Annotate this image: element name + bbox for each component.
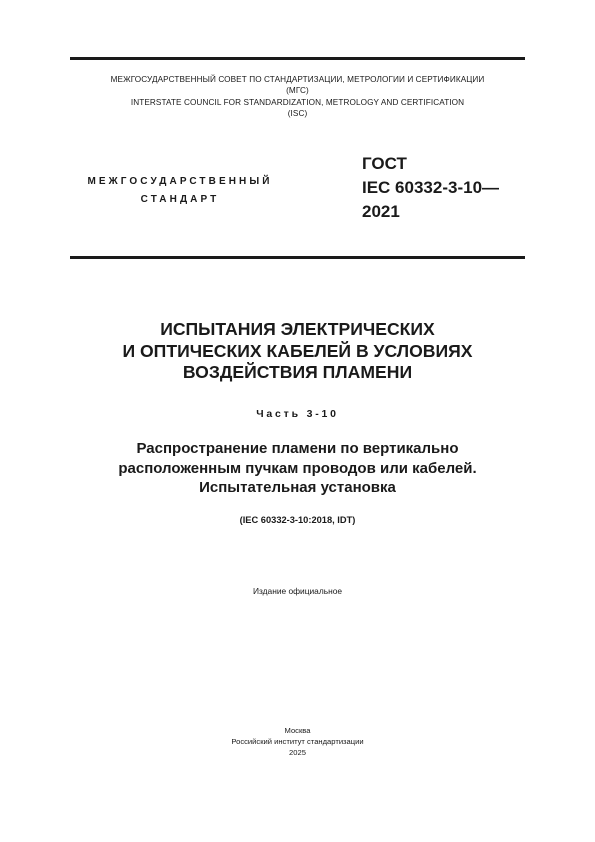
- imprint-city: Москва: [284, 726, 311, 735]
- title-line: ВОЗДЕЙСТВИЯ ПЛАМЕНИ: [182, 362, 413, 382]
- standard-type-line1: МЕЖГОСУДАРСТВЕННЫЙ: [87, 176, 273, 187]
- document-title: [40, 319, 555, 384]
- document-subtitle: [40, 439, 555, 498]
- standard-type: [60, 173, 300, 209]
- council-name-en: INTERSTATE COUNCIL FOR STANDARDIZATION, METROLOGY AND CERTIFICATION: [130, 97, 465, 107]
- title-line: И ОПТИЧЕСКИХ КАБЕЛЕЙ В УСЛОВИЯХ: [122, 340, 473, 361]
- council-abbr-en: (ISC): [287, 108, 308, 118]
- edition-note: Издание официальное: [252, 586, 343, 596]
- designation-year: 2021: [362, 202, 400, 221]
- imprint-year: 2025: [289, 748, 306, 757]
- iec-reference: (IEC 60332-3-10:2018, IDT): [239, 515, 356, 525]
- standard-type-line2: СТАНДАРТ: [140, 194, 220, 205]
- subtitle-line: Испытательная установка: [199, 479, 396, 496]
- title-line: ИСПЫТАНИЯ ЭЛЕКТРИЧЕСКИХ: [160, 319, 435, 339]
- top-rule: [70, 57, 525, 60]
- council-header: [40, 74, 555, 119]
- designation-gost: ГОСТ: [362, 154, 407, 173]
- council-name-ru: МЕЖГОСУДАРСТВЕННЫЙ СОВЕТ ПО СТАНДАРТИЗАЦИИ, МЕТРОЛОГИИ И СЕРТИФИКАЦИИ: [110, 75, 485, 84]
- middle-rule: [70, 256, 525, 259]
- imprint-publisher: Российский институт стандартизации: [231, 737, 364, 746]
- designation-number: IEC 60332-3-10—: [362, 178, 500, 197]
- imprint: [40, 725, 555, 758]
- council-abbr-ru: (МГС): [286, 86, 309, 96]
- part-number: Часть 3-10: [256, 408, 339, 420]
- subtitle-line: Распространение пламени по вертикально: [136, 440, 459, 457]
- standard-designation: [362, 152, 499, 224]
- subtitle-line: расположенным пучкам проводов или кабелей.: [118, 459, 477, 477]
